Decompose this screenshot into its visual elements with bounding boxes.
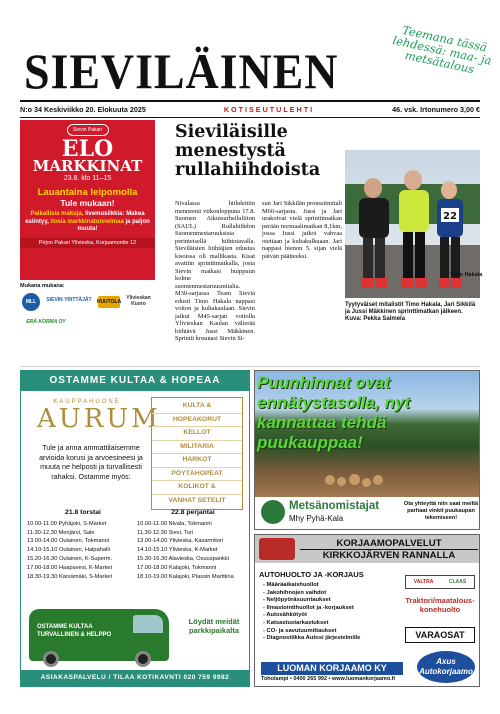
- event-description: [20, 208, 155, 234]
- brand-logos: [405, 575, 475, 589]
- service-item: - Autosähkötyöt: [263, 612, 307, 619]
- axus-logo: Axus Autokorjaamo: [417, 651, 475, 683]
- service-item: - Jakohihnojen vaihdot: [263, 589, 327, 596]
- van-window: [133, 615, 163, 633]
- service-heading: AUTOHUOLTO JA -KORJAUS: [259, 570, 364, 579]
- service-item: - CO- ja savutuumittaukset: [263, 627, 337, 634]
- aurum-logo: [37, 399, 161, 434]
- log-end: [373, 475, 383, 485]
- desc-part-1: Paikallisia makuja,: [30, 211, 84, 217]
- event-date: 23.8. klo 11–15: [63, 175, 112, 182]
- stop: 15.30-16.30 Alavieska, Osuuspankki: [137, 555, 230, 562]
- stop: 13.00-14.00 Oulainen, Tokmanni: [27, 538, 110, 545]
- partner-logos: [20, 283, 155, 333]
- article-col-1: Nivalassa hiihdettiin menneenä viikonloppuna 17.8. Suomen Aikuisurheiluliiton (SAUL) Rullahiihdon Suomenmestaruuksista perinteisellä hiihtotavalla. Sieviläisten hiihtäjien edustus kisoissa oli mallikasta. Kisat avattiin sprinttimatkalla, josta Sievin matkasi huippuun kolme suomenmestaruusmitalia. M30-sarjassa Team Sieviä edusti Timo Hakala nappasi voiton ja kultakaulaan. Sievin jatkui M45-sarjan voitolla Ylivieskan Kaulan välierää hiihtävä Jussi Mäkkinen. Sprintit kruunasi Sievin Si-: [175, 200, 255, 342]
- stop: 11.30-12.30 Merijärvi, Sale: [27, 529, 95, 536]
- mhy-tree-icon: [261, 500, 285, 524]
- masthead-title: SIEVILÄINEN: [24, 43, 339, 99]
- promo-call: Tule mukaan!: [60, 198, 115, 208]
- promo-line: Lauantaina leipomolla: [37, 187, 138, 198]
- stop: 17.00-18.00 Kalajoki, Tokmanni: [137, 564, 217, 571]
- era-korma-logo: ERÄ-KORMA OY: [26, 319, 66, 325]
- van-wheel: [43, 651, 59, 667]
- gold-items: [151, 397, 243, 510]
- gold-item: KOLIKOT &: [152, 481, 242, 495]
- yrittajat-logo: SIEVIN YRITTÄJÄT: [46, 297, 92, 303]
- top-rule: [20, 100, 480, 102]
- gold-ad-footer: ASIAKASPALVELU / TILAA KOTIKAVNTI 020 759 9982: [21, 670, 249, 686]
- stop: 10.00-11.00 Pyhäjoki, S-Market: [27, 520, 107, 527]
- service-item: - Diagnostiikka Autosi järjestelmille: [263, 635, 361, 642]
- luoman-logo: LUOMAN KORJAAMO KY: [261, 662, 403, 675]
- service-list: [263, 582, 360, 643]
- aurum-small: KAUPPAHUONE: [53, 399, 121, 405]
- forest-headline: Puunhinnat ovat ennätystasolla, nyt kannattaa tehdä puukauppaa!: [257, 373, 411, 452]
- stop: 14.10-15.10 Oulainen, Halpahalli: [27, 547, 110, 554]
- elo-title: ELO: [61, 136, 114, 162]
- desc-part-4: ja paljon muuta!: [77, 218, 150, 232]
- van-text: OSTAMME KULTAA TURVALLINEN & HELPPO: [37, 624, 112, 638]
- service-item: - Neljöpyöräsuuntaukset: [263, 597, 331, 604]
- mhy-name: Metsänomistajat: [289, 500, 380, 512]
- desc-part-2: livemusiikkia: Makea esiintyy,: [25, 211, 145, 225]
- korj-banner: [255, 535, 480, 563]
- gold-item: MILITARIA: [152, 441, 242, 455]
- bakery-badge: Sievin Pakari: [67, 124, 109, 136]
- mll-logo: MLL: [22, 293, 40, 311]
- gold-item: KULTA &: [152, 400, 242, 414]
- valtra-logo: VALTRA: [413, 579, 434, 585]
- bottom-rule: [20, 117, 480, 118]
- aurum-name: AURUM: [37, 404, 161, 434]
- parking-label: Löydät meidät parkkipaikalta: [188, 617, 240, 635]
- log-end: [349, 474, 360, 485]
- log-end: [362, 478, 371, 487]
- log-end: [325, 475, 335, 485]
- markkinat-title: MARKKINAT: [32, 157, 143, 175]
- photo-caption: Tyytyväiset mitalistit Timo Hakala, Jari Sikkilä ja Jussi Mäkkinen sprinttimatkan jälkeen. Kuva: Pekka Salmela: [345, 302, 476, 323]
- spare-parts: VARAOSAT: [405, 627, 475, 643]
- elomarkkinat-ad[interactable]: [20, 120, 155, 280]
- gold-ad-header: OSTAMME KULTAA & HOPEAA: [21, 371, 249, 391]
- schedule-thursday: [27, 509, 139, 581]
- metsanomistajat-ad[interactable]: [254, 370, 480, 530]
- stop: 18.30-19.30 Kärsämäki, S-Market: [27, 573, 113, 580]
- gold-item: HARKOT: [152, 454, 242, 468]
- stop: 11.30-12.30 Sievi, Tori: [137, 529, 194, 536]
- bib-number: 22: [443, 211, 457, 222]
- tractor-service: Traktori/maatalous-konehuolto: [405, 596, 475, 614]
- korj-name: [300, 538, 478, 561]
- van-illustration: [29, 609, 169, 661]
- korj-name-1: KORJAAMOPALVELUT: [300, 538, 478, 550]
- partners-label: Mukana mukana:: [20, 283, 65, 289]
- article-col-2: sun Jari Sikkilän pronssitmitali M60-sarjasta. Jussi ja Jari urakoivat vielä sprinttimatkan perään normaalimatkan 8,1km, jossa Jussi jatkoi vahvaa otettaan ja kultakulkuaan. Jari nappasi hienon 5. sijan vielä päivän päätteeksi.: [262, 200, 342, 260]
- gold-intro: Tule ja anna ammattilaisemme arvioida korusi ja arvoesineesi ja muuta ne helposti ja turvallisesti rahaksi. Ostamme myös:: [39, 443, 143, 481]
- masthead-tagline: Teemana tässä lehdessä: maa- ja metsätalous: [391, 22, 493, 77]
- korj-name-2: KIRKKOJÄRVEN RANNALLA: [322, 550, 456, 561]
- stop: 13.00-14.00 Ylivieska, Kasarmitori: [137, 538, 224, 545]
- info-bar: [20, 103, 480, 116]
- gold-item: VANHAT SETELIT: [168, 496, 226, 504]
- service-item: - Määräaikaishuollot: [263, 582, 319, 588]
- forest-footer-bar: [255, 497, 480, 530]
- service-item: - Ilmastointihuollot ja -korjaukset: [263, 604, 354, 611]
- tractor-icon: [259, 538, 295, 560]
- stop: 14.10-15.10 Ylivieska, K-Market: [137, 547, 218, 554]
- mhy-sub: Mhy Pyhä-Kala: [289, 514, 344, 523]
- bakery-address: Pirjon Pakari Ylivieska, Korjaamontie 12: [20, 238, 155, 248]
- gold-buying-ad[interactable]: [20, 370, 250, 687]
- section-label: KOTISEUTULEHTI: [223, 105, 315, 114]
- gold-item: PÖYTÄHOPEAT: [152, 468, 242, 482]
- article-headline: Sieviläisille menestystä rullahiihdoista: [175, 122, 321, 180]
- stop: 10.00-11.00 Nivala, Tokmanni: [137, 520, 212, 527]
- service-item: - Katsastustarkastukset: [263, 619, 329, 626]
- section-divider: [20, 366, 480, 367]
- kuoro-logo: Ylivieskan Kuoro: [126, 295, 151, 307]
- korj-contact: Toholampi • 0400 265 992 • www.luomankorjaamo.fi: [261, 676, 396, 682]
- issue-info: N:o 34 Keskiviikko 20. Elokuuta 2025: [20, 105, 146, 114]
- huutola-logo: HUUTOLA: [98, 296, 120, 308]
- log-end: [337, 477, 346, 486]
- gold-item: KELLOT: [152, 427, 242, 441]
- van-wheel: [135, 651, 151, 667]
- korjaamo-ad[interactable]: [254, 534, 480, 687]
- day-2: 22.8 perjantai: [171, 509, 215, 516]
- day-1: 21.8 torstai: [65, 509, 101, 516]
- schedule-friday: [137, 509, 249, 581]
- price-info: 46. vsk. Irtonumero 3,00 €: [392, 105, 480, 114]
- mhy-contact: Ota yhteyttä niin saat meiltä parhaat vinkit puukaupan tekemiseen!: [403, 501, 479, 521]
- desc-part-3: ilosia markkinatunnelmaa: [48, 218, 124, 225]
- stop: 18.10-19.00 Kalajoki, Plassin Marttiina: [137, 573, 234, 580]
- stop: 15.20-16.30 Oulainen, K-Superm.: [27, 555, 113, 562]
- stop: 17.00-18.00 Haapavesi, K-Market: [27, 564, 113, 571]
- gold-item: HOPEAKORUT: [152, 414, 242, 428]
- claas-logo: CLAAS: [448, 579, 467, 585]
- photo-credit: Timo Hakala: [450, 272, 483, 278]
